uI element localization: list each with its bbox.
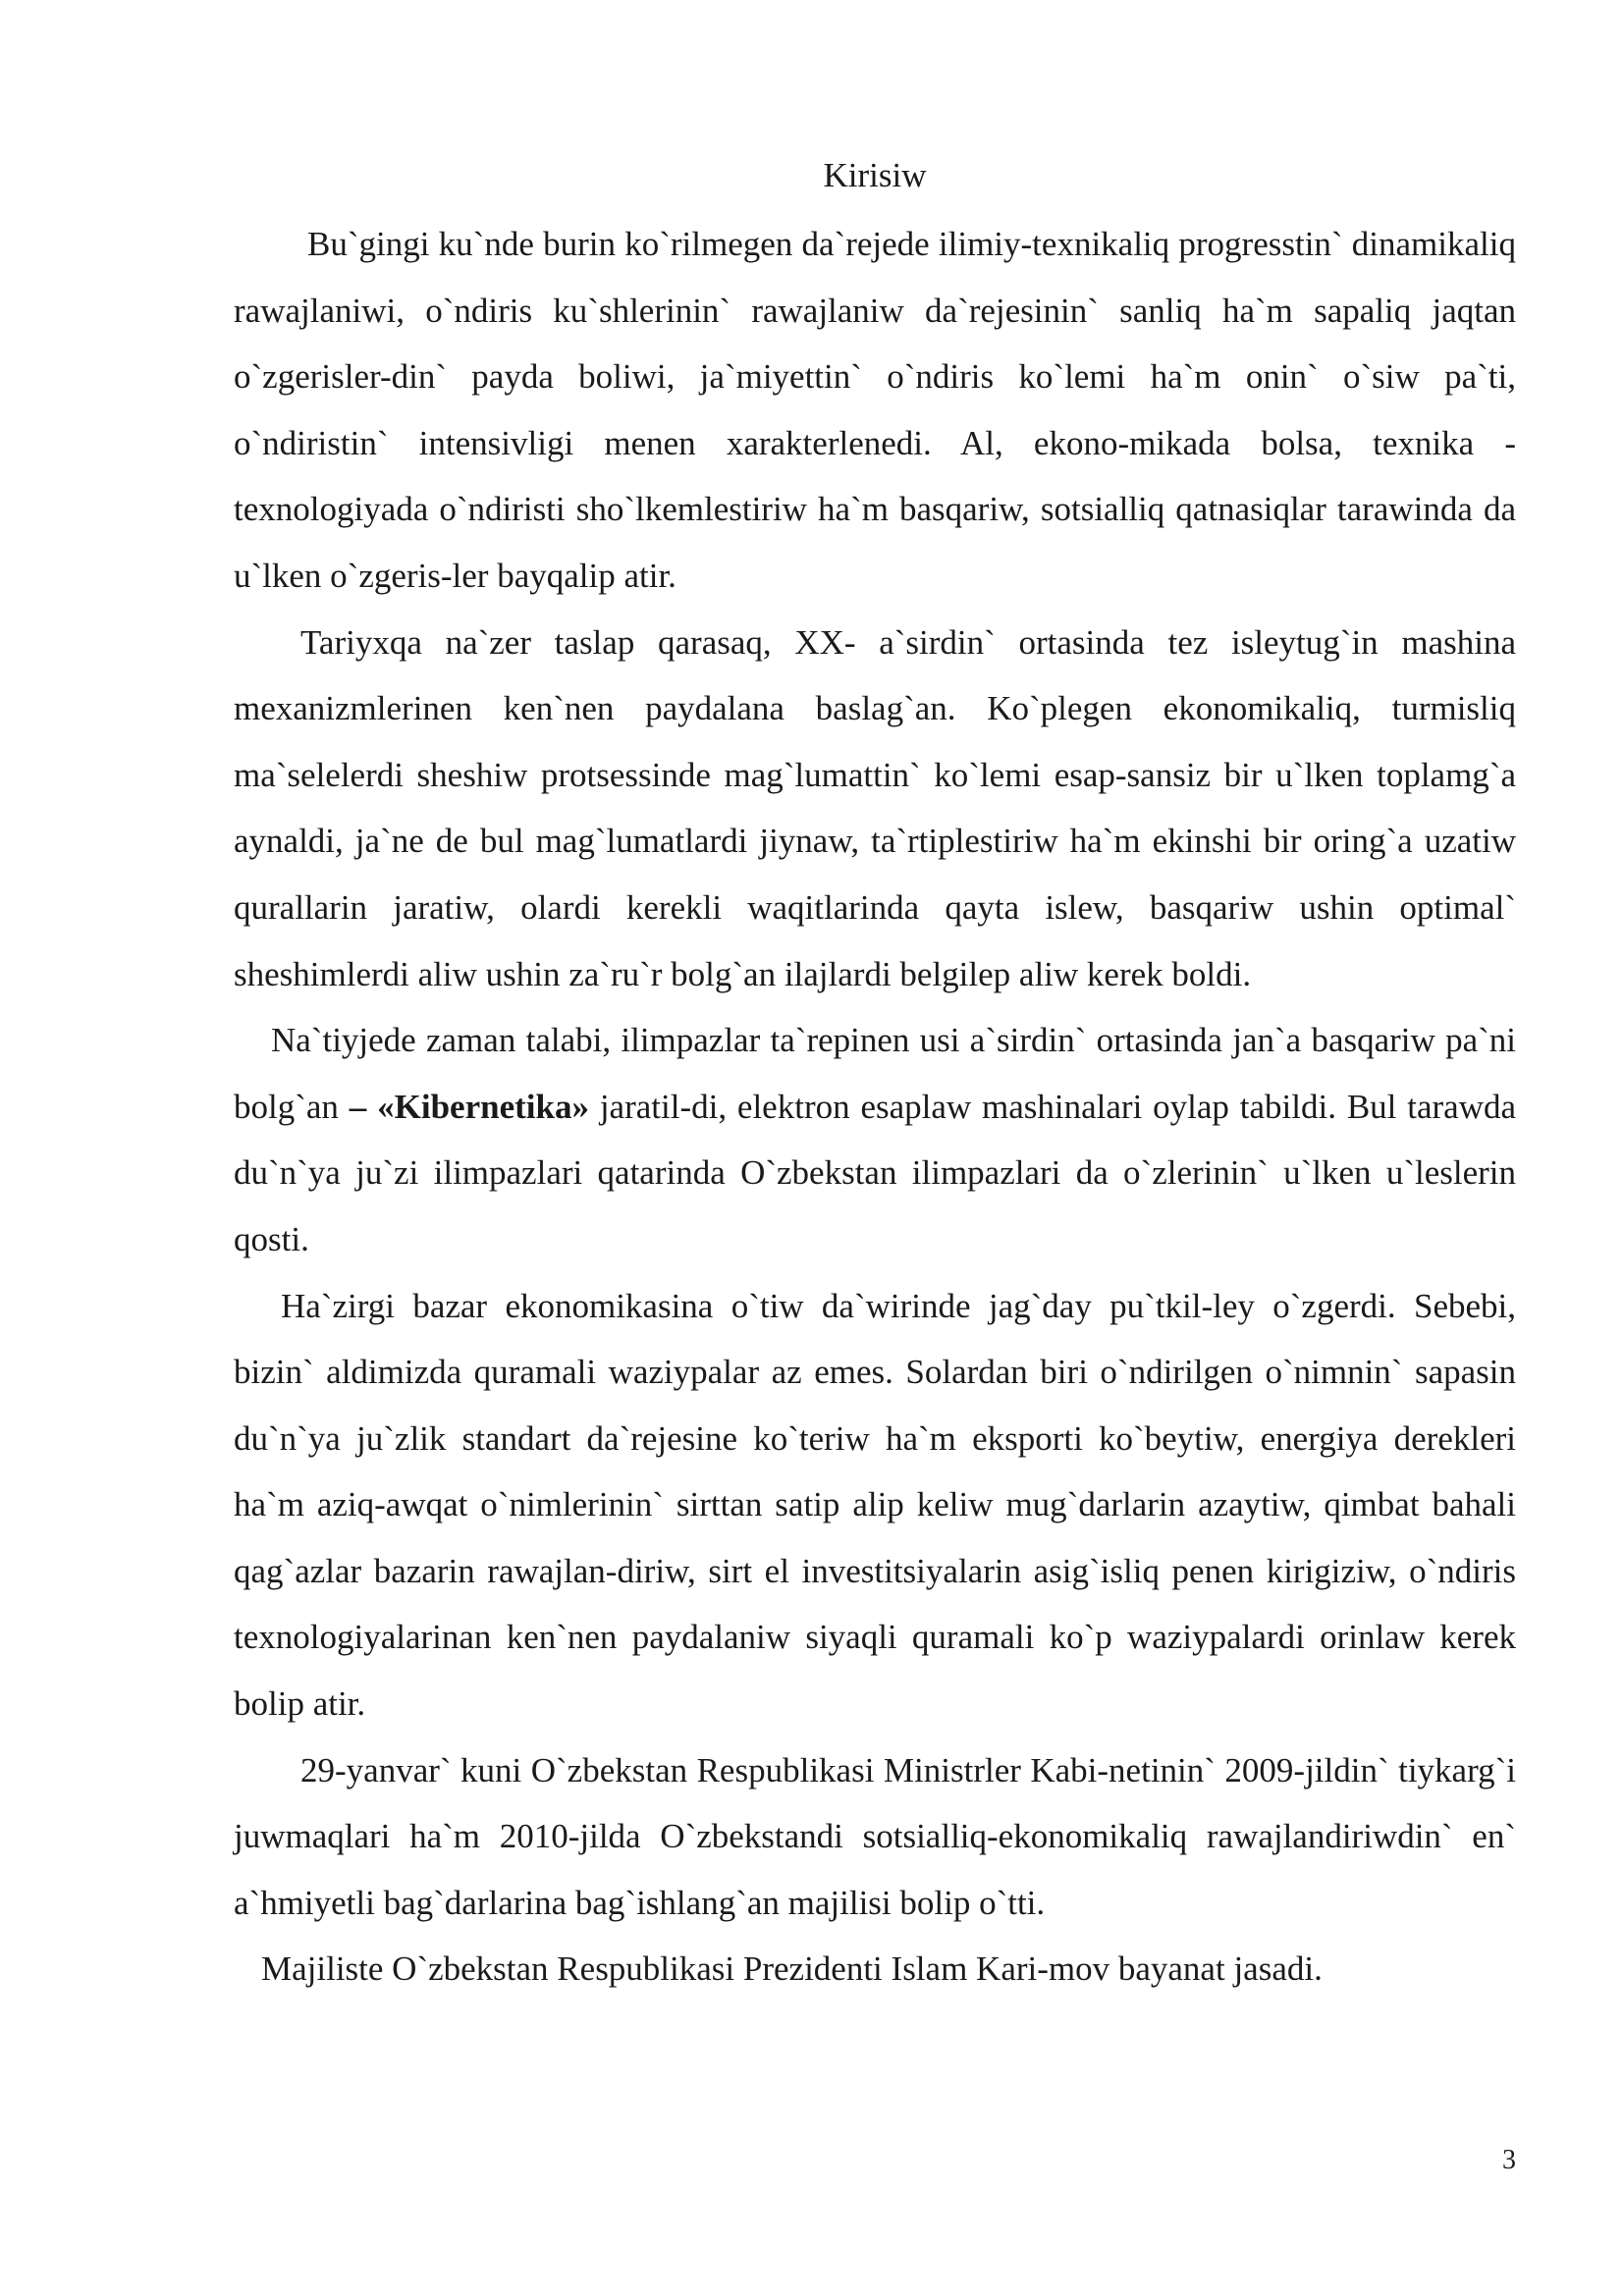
- document-body: [234, 211, 1516, 2002]
- paragraph-3-text-after: jaratil-di, elektron esaplaw mashinalari oylap tabildi. Bul tarawda du`n`ya ju`zi ilimpazlari qatarinda O`zbekstan ilimpazlari da o`zlerinin` u`lken u`leslerin qosti.: [234, 1087, 1516, 1258]
- paragraph-3-text-before: Na`tiyjede zaman talabi, ilimpazlar ta`repinen usi a`sirdin` ortasinda jan`a basqariw pa`ni bolg`an: [234, 1021, 1516, 1126]
- em-dash: –: [349, 1087, 367, 1126]
- paragraph-3: [234, 1007, 1516, 1272]
- paragraph-2: Tariyxqa na`zer taslap qarasaq, XX- a`sirdin` ortasinda tez isleytug`in mashina mexanizmlerinen ken`nen paydalana baslag`an. Ko`plegen ekonomikaliq, turmisliq ma`selelerdi sheshiw protsessinde mag`lumattin` ko`lemi esap-sansiz bir u`lken toplamg`a aynaldi, ja`ne de bul mag`lumatlardi jiynaw, ta`rtiplestiriw ha`m ekinshi bir oring`a uzatiw qurallarin jaratiw, olardi kerekli waqitlarinda qayta islew, basqariw ushin optimal` sheshimlerdi aliw ushin za`ru`r bolg`an ilajlardi belgilep aliw kerek boldi.: [234, 622, 1516, 993]
- paragraph-1: Bu`gingi ku`nde burin ko`rilmegen da`rejede ilimiy-texnikaliq progresstin` dinamikaliq rawajlaniwi, o`ndiris ku`shlerinin` rawajlaniw da`rejesinin` sanliq ha`m sapaliq jaqtan o`zgerisler-din` payda boliwi, ja`miyettin` o`ndiris ko`lemi ha`m onin` o`siw pa`ti, o`ndiristin` intensivligi menen xarakterlenedi. Al, ekono-mikada bolsa, texnika - texnologiyada o`ndiristi sho`lkemlestiriw ha`m basqariw, sotsialliq qatnasiqlar tarawinda da u`lken o`zgeris-ler bayqalip atir.: [234, 225, 1516, 595]
- bold-term-kibernetika: «Kibernetika»: [377, 1087, 589, 1126]
- paragraph-5: 29-yanvar` kuni O`zbekstan Respublikasi Ministrler Kabi-netinin` 2009-jildin` tiykarg`i juwmaqlari ha`m 2010-jilda O`zbekstandi sotsialliq-ekonomikaliq rawajlandiriwdin` en` a`hmiyetli bag`darlarina bag`ishlang`an majilisi bolip o`tti.: [234, 1750, 1516, 1922]
- page-number: 3: [1502, 2145, 1516, 2175]
- paragraph-4: Ha`zirgi bazar ekonomikasina o`tiw da`wirinde jag`day pu`tkil-ley o`zgerdi. Sebebi, bizin` aldimizda quramali waziypalar az emes. Solardan biri o`ndirilgen o`nimnin` sapasin du`n`ya ju`zlik standart da`rejesine ko`teriw ha`m eksporti ko`beytiw, energiya derekleri ha`m aziq-awqat o`nimlerinin` sirttan satip alip keliw mug`darlarin azaytiw, qimbat bahali qag`azlar bazarin rawajlan-diriw, sirt el investitsiyalarin asig`isliq penen kirigiziw, o`ndiris texnologiyalarinan ken`nen paydalaniw siyaqli quramali ko`p waziypalardi orinlaw kerek bolip atir.: [234, 1286, 1516, 1724]
- document-title: Kirisiw: [823, 156, 927, 194]
- paragraph-6: Majiliste O`zbekstan Respublikasi Prezidenti Islam Kari-mov bayanat jasadi.: [261, 1949, 1323, 1989]
